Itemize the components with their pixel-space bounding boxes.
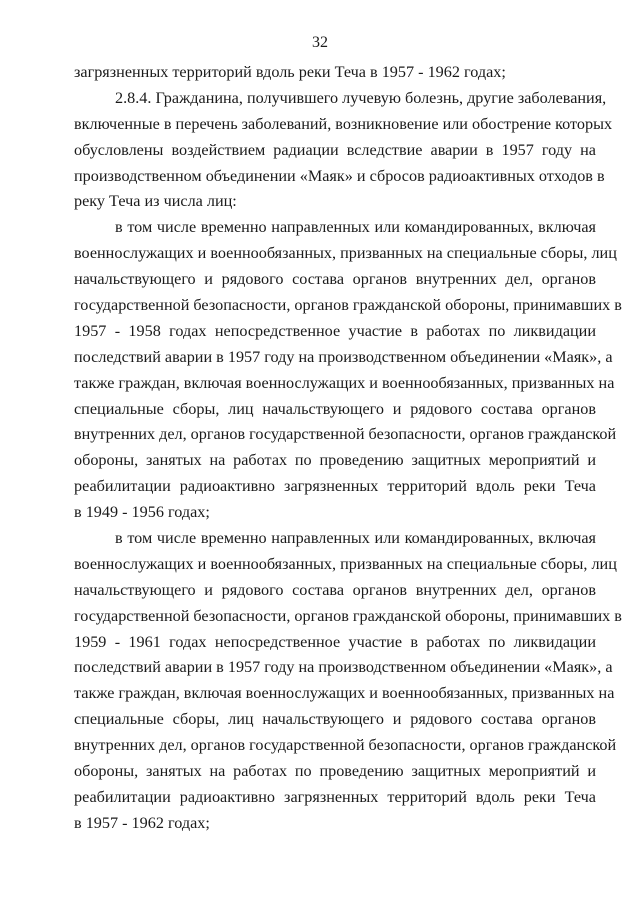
text-line: в 1957 - 1962 годах; [74,813,210,832]
paragraph-start-line: в том числе временно направленных или командированных, включая [115,218,596,237]
text-line: 1959 - 1961 годах непосредственное участие в работах по ликвидации [74,632,596,651]
text-line: также граждан, включая военнослужащих и военнообязанных, призванных на [74,373,615,392]
document-body [74,60,622,837]
text-line: специальные сборы, лиц начальствующего и рядового состава органов [74,399,596,418]
text-line: также граждан, включая военнослужащих и военнообязанных, призванных на [74,684,615,703]
text-line: реабилитации радиоактивно загрязненных территорий вдоль реки Теча [74,787,596,806]
text-line: загрязненных территорий вдоль реки Теча в 1957 - 1962 годах; [74,63,506,81]
text-line: государственной безопасности, органов гражданской обороны, принимавших в [74,606,622,625]
text-line: включенные в перечень заболеваний, возникновение или обострение которых [74,114,613,133]
text-line: внутренних дел, органов государственной безопасности, органов гражданской [74,736,617,755]
text-line: начальствующего и рядового состава органов внутренних дел, органов [74,580,596,599]
text-line: военнослужащих и военнообязанных, призванных на специальные сборы, лиц [74,554,617,573]
text-line: специальные сборы, лиц начальствующего и рядового состава органов [74,710,596,729]
text-line: производственном объединении «Маяк» и сбросов радиоактивных отходов в [74,166,605,185]
text-line: обороны, занятых на работах по проведению защитных мероприятий и [74,762,596,781]
text-line: последствий аварии в 1957 году на производственном объединении «Маяк», а [74,658,613,677]
text-line: 1957 - 1958 годах непосредственное участие в работах по ликвидации [74,321,596,340]
text-line: военнослужащих и военнообязанных, призванных на специальные сборы, лиц [74,244,617,263]
text-line: в 1949 - 1956 годах; [74,503,210,522]
page-number: 32 [312,34,328,51]
text-line: обусловлены воздействием радиации вследствие аварии в 1957 году на [74,140,596,159]
text-line: государственной безопасности, органов гражданской обороны, принимавших в [74,296,622,315]
text-line: обороны, занятых на работах по проведению защитных мероприятий и [74,451,596,470]
text-line: начальствующего и рядового состава органов внутренних дел, органов [74,270,596,289]
paragraph-start-line: в том числе временно направленных или командированных, включая [115,529,596,548]
text-line: реку Теча из числа лиц: [74,192,237,211]
text-line: реабилитации радиоактивно загрязненных территорий вдоль реки Теча [74,477,596,496]
paragraph-start-line: 2.8.4. Гражданина, получившего лучевую болезнь, другие заболевания, [115,88,607,107]
text-line: внутренних дел, органов государственной безопасности, органов гражданской [74,425,617,444]
text-line: последствий аварии в 1957 году на производственном объединении «Маяк», а [74,347,613,366]
